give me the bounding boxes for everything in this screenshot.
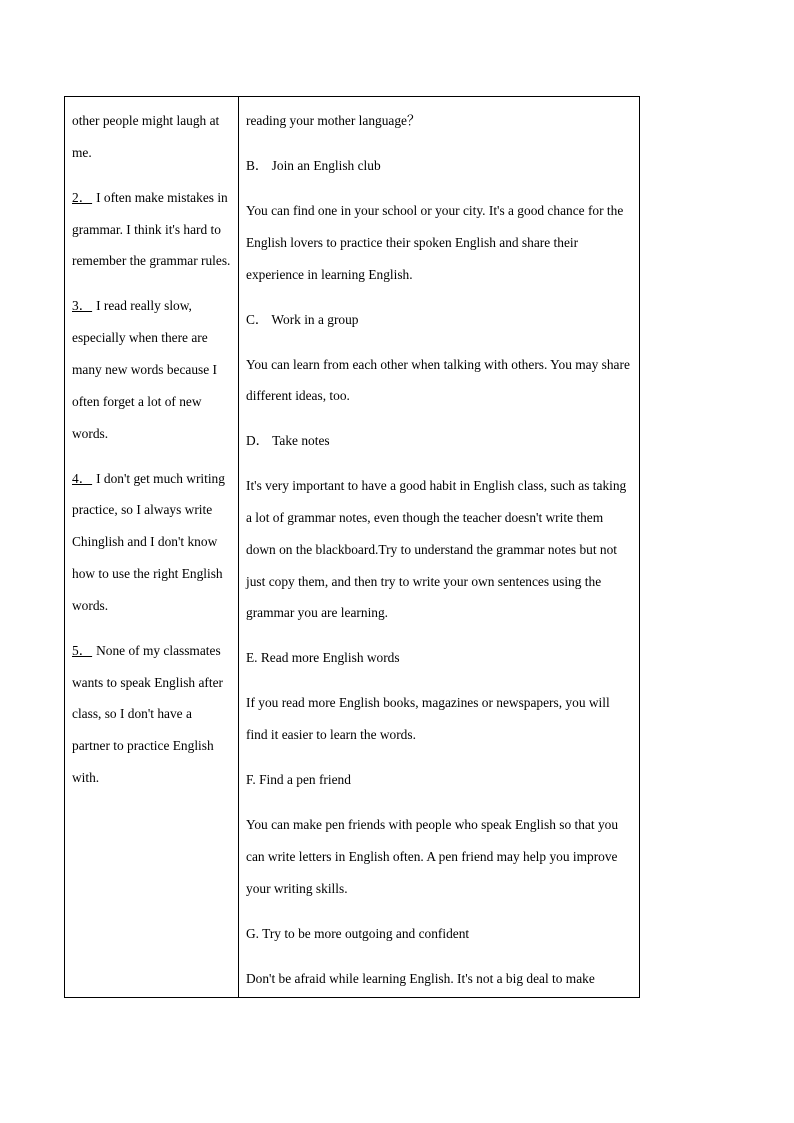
- problems-column: [65, 97, 239, 997]
- problem-item: [72, 463, 232, 622]
- problem-text: I don't get much writing practice, so I always write Chinglish and I don't know how to use the right English words.: [72, 470, 225, 613]
- option-body: You can find one in your school or your city. It's a good chance for the English lovers to practice their spoken English and share their experience in learning English.: [246, 202, 624, 282]
- problem-number: 2．: [72, 189, 93, 205]
- option-heading: B． Join an English club: [246, 157, 381, 173]
- problem-text: None of my classmates wants to speak English after class, so I don't have a partner to practice English with.: [72, 642, 223, 785]
- option-body: You can make pen friends with people who speak English so that you can write letters in English often. A pen friend may help you improve your writing skills.: [246, 817, 619, 896]
- option-body: If you read more English books, magazines or newspapers, you will find it easier to learn the words.: [246, 695, 610, 743]
- worksheet-table: [64, 96, 640, 998]
- option-body: Don't be afraid while learning English. It's not a big deal to make: [246, 970, 595, 986]
- option-heading: F. Find a pen friend: [246, 772, 351, 788]
- problem-text: I often make mistakes in grammar. I think it's hard to remember the grammar rules.: [72, 189, 231, 269]
- problem-number: 3．: [72, 298, 93, 314]
- option-heading: D． Take notes: [246, 433, 330, 449]
- problem-text: I read really slow, especially when there are many new words because I often forget a lot of new words.: [72, 298, 218, 441]
- solution-continuation: reading your mother language？: [246, 113, 421, 128]
- solutions-column: [239, 97, 639, 997]
- option-body: It's very important to have a good habit in English class, such as taking a lot of grammar notes, even though the teacher doesn't write them down on the blackboard.Try to understand the grammar notes but not just copy them, and then try to write your own sentences using the grammar you are learning.: [246, 478, 627, 621]
- option-body: You can learn from each other when talking with others. You may share different ideas, too.: [246, 356, 630, 404]
- problem-continuation: other people might laugh at me.: [72, 113, 220, 160]
- option-heading: E. Read more English words: [246, 650, 400, 666]
- problem-item: [72, 635, 232, 794]
- problem-item: [72, 182, 232, 277]
- problem-number: 5．: [72, 642, 93, 658]
- problem-item: [72, 290, 232, 449]
- option-heading: C． Work in a group: [246, 311, 359, 327]
- problem-number: 4．: [72, 470, 93, 486]
- option-heading: G. Try to be more outgoing and confident: [246, 925, 470, 941]
